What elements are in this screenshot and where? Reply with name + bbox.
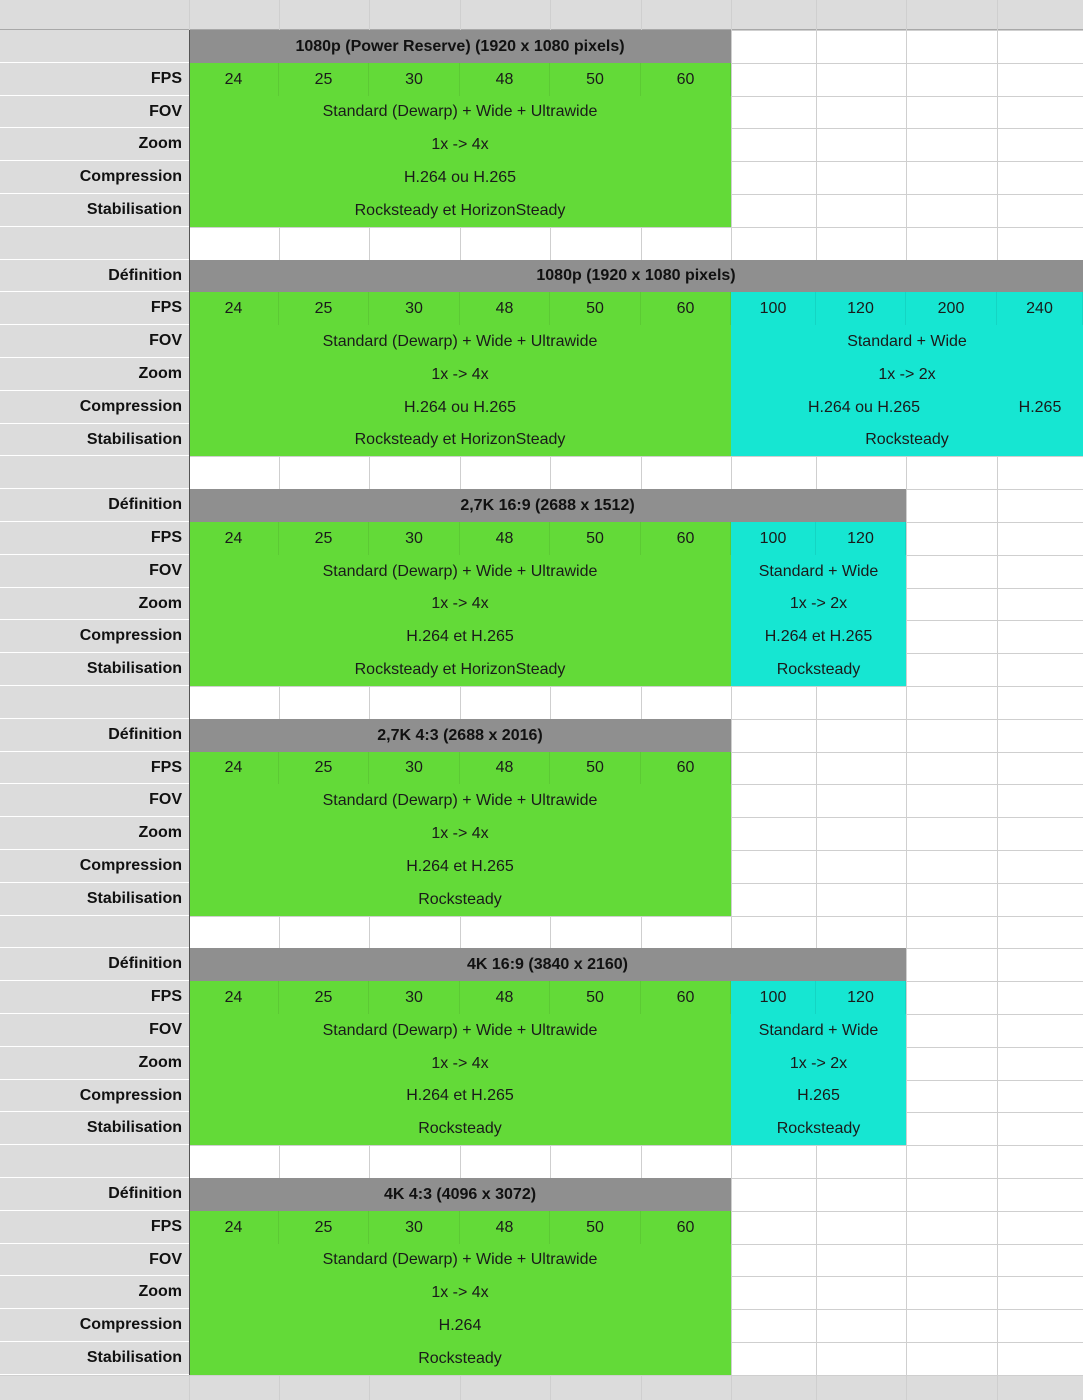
fps-value: 25 [279,981,369,1014]
row-label-definition: Définition [0,489,189,521]
fps-value: 60 [641,981,731,1014]
fps-value: 25 [279,522,369,555]
grid-col-line [906,1375,907,1400]
fov-value: Standard (Dewarp) + Wide + Ultrawide [189,325,731,358]
grid-col-line [906,0,907,1400]
grid-col-line [997,0,998,1400]
fps-value: 24 [189,292,279,325]
fps-value: 24 [189,981,279,1014]
row-label-cell [0,916,189,947]
row-label-zoom: Zoom [0,1047,189,1079]
row-label-zoom: Zoom [0,128,189,160]
fps-value: 50 [550,1211,641,1244]
fps-value: 240 [997,292,1083,325]
row-label-compression: Compression [0,620,189,652]
row-label-compression: Compression [0,850,189,882]
fps-value: 24 [189,1211,279,1244]
row-label-fov: FOV [0,555,189,587]
zoom-value: 1x -> 4x [189,588,731,620]
grid-col-line [641,1375,642,1400]
row-label-zoom: Zoom [0,1276,189,1308]
fps-value: 60 [641,292,731,325]
fov-value: Standard (Dewarp) + Wide + Ultrawide [189,555,731,588]
row-label-zoom: Zoom [0,358,189,390]
fov-value: Standard (Dewarp) + Wide + Ultrawide [189,1014,731,1047]
fps-value: 100 [731,292,816,325]
grid-col-line [189,1375,190,1400]
row-label-fps: FPS [0,981,189,1013]
compression-value: H.264 et H.265 [189,620,731,653]
column-header-band [0,0,1083,30]
fps-value: 30 [369,752,460,784]
fps-value: 25 [279,63,369,96]
section-title: 1080p (Power Reserve) (1920 x 1080 pixels) [189,30,731,63]
row-label-stabilisation: Stabilisation [0,653,189,685]
row-label-fps: FPS [0,292,189,324]
fps-value: 50 [550,522,641,555]
row-label-compression: Compression [0,1309,189,1341]
compression-value: H.265 [731,1080,906,1112]
grid-col-line [460,1375,461,1400]
fov-value: Standard + Wide [731,1014,906,1047]
fps-value: 48 [460,292,550,325]
fps-value: 24 [189,752,279,784]
row-label-cell [0,227,189,259]
fps-value: 30 [369,63,460,96]
fps-value: 120 [816,981,906,1014]
zoom-value: 1x -> 4x [189,128,731,161]
fps-value: 48 [460,522,550,555]
stabilisation-value: Rocksteady [731,653,906,686]
fps-value: 100 [731,981,816,1014]
fov-value: Standard (Dewarp) + Wide + Ultrawide [189,96,731,128]
grid-col-line [731,0,732,1400]
fps-value: 30 [369,292,460,325]
row-label-cell [0,1145,189,1177]
fps-value: 50 [550,292,641,325]
row-label-stabilisation: Stabilisation [0,883,189,915]
bottom-band [0,1376,1083,1400]
row-label-fov: FOV [0,1244,189,1275]
section-title: 4K 16:9 (3840 x 2160) [189,948,906,981]
zoom-value: 1x -> 2x [731,588,906,620]
grid-col-line [279,1375,280,1400]
row-label-compression: Compression [0,1080,189,1111]
row-label-fps: FPS [0,1211,189,1243]
zoom-value: 1x -> 4x [189,1047,731,1080]
compression-value: H.264 et H.265 [189,850,731,883]
zoom-value: 1x -> 2x [731,358,1083,391]
grid-col-line [369,1375,370,1400]
stabilisation-value: Rocksteady [731,424,1083,456]
section-title: 2,7K 4:3 (2688 x 2016) [189,719,731,752]
fps-value: 48 [460,752,550,784]
row-label-definition: Définition [0,719,189,751]
fps-value: 25 [279,752,369,784]
compression-value: H.264 ou H.265 [731,391,997,424]
row-label-cell [0,456,189,488]
compression-value: H.264 ou H.265 [189,391,731,424]
row-label-stabilisation: Stabilisation [0,1342,189,1374]
fps-value: 30 [369,981,460,1014]
fov-value: Standard + Wide [731,325,1083,358]
fps-value: 120 [816,522,906,555]
compression-value: H.265 [997,391,1083,424]
compression-value: H.264 ou H.265 [189,161,731,194]
fov-value: Standard (Dewarp) + Wide + Ultrawide [189,784,731,817]
row-label-stabilisation: Stabilisation [0,1112,189,1144]
fps-value: 25 [279,1211,369,1244]
fps-value: 48 [460,1211,550,1244]
section-title: 1080p (1920 x 1080 pixels) [189,260,1083,292]
row-label-compression: Compression [0,391,189,423]
grid-col-line [997,1375,998,1400]
fov-value: Standard (Dewarp) + Wide + Ultrawide [189,1244,731,1276]
compression-value: H.264 et H.265 [731,620,906,653]
fps-value: 24 [189,63,279,96]
fov-value: Standard + Wide [731,555,906,588]
fps-value: 100 [731,522,816,555]
fps-value: 48 [460,63,550,96]
zoom-value: 1x -> 4x [189,1276,731,1309]
fps-value: 60 [641,522,731,555]
fps-value: 25 [279,292,369,325]
fps-value: 50 [550,63,641,96]
row-label-stabilisation: Stabilisation [0,194,189,226]
fps-value: 60 [641,63,731,96]
row-label-fps: FPS [0,522,189,554]
fps-value: 30 [369,1211,460,1244]
fps-value: 30 [369,522,460,555]
stabilisation-value: Rocksteady [731,1112,906,1145]
fps-value: 50 [550,752,641,784]
fps-value: 60 [641,1211,731,1244]
row-label-definition: Définition [0,1178,189,1210]
row-label-zoom: Zoom [0,588,189,619]
row-label-cell [0,686,189,718]
row-label-definition: Définition [0,260,189,291]
row-label-fov: FOV [0,1014,189,1046]
section-title: 2,7K 16:9 (2688 x 1512) [189,489,906,522]
grid-col-line [816,1375,817,1400]
compression-value: H.264 [189,1309,731,1342]
stabilisation-value: Rocksteady et HorizonSteady [189,424,731,456]
fps-value: 24 [189,522,279,555]
row-label-fps: FPS [0,752,189,783]
label-separator [189,30,190,1375]
fps-value: 48 [460,981,550,1014]
row-label-zoom: Zoom [0,817,189,849]
fps-value: 60 [641,752,731,784]
zoom-value: 1x -> 4x [189,358,731,391]
fps-value: 120 [816,292,906,325]
fps-value: 200 [906,292,997,325]
row-label-fov: FOV [0,325,189,357]
row-label-stabilisation: Stabilisation [0,424,189,455]
stabilisation-value: Rocksteady [189,1342,731,1375]
fps-value: 50 [550,981,641,1014]
grid-col-line [816,0,817,1400]
stabilisation-value: Rocksteady et HorizonSteady [189,194,731,227]
stabilisation-value: Rocksteady [189,883,731,916]
stabilisation-value: Rocksteady [189,1112,731,1145]
grid-col-line [731,1375,732,1400]
stabilisation-value: Rocksteady et HorizonSteady [189,653,731,686]
grid-col-line [550,1375,551,1400]
row-label-compression: Compression [0,161,189,193]
row-label-fov: FOV [0,784,189,816]
zoom-value: 1x -> 2x [731,1047,906,1080]
row-label-definition: Définition [0,948,189,980]
compression-value: H.264 et H.265 [189,1080,731,1112]
row-label-fps: FPS [0,63,189,95]
section-title: 4K 4:3 (4096 x 3072) [189,1178,731,1211]
row-label-fov: FOV [0,96,189,127]
row-label-definition [0,30,189,62]
zoom-value: 1x -> 4x [189,817,731,850]
